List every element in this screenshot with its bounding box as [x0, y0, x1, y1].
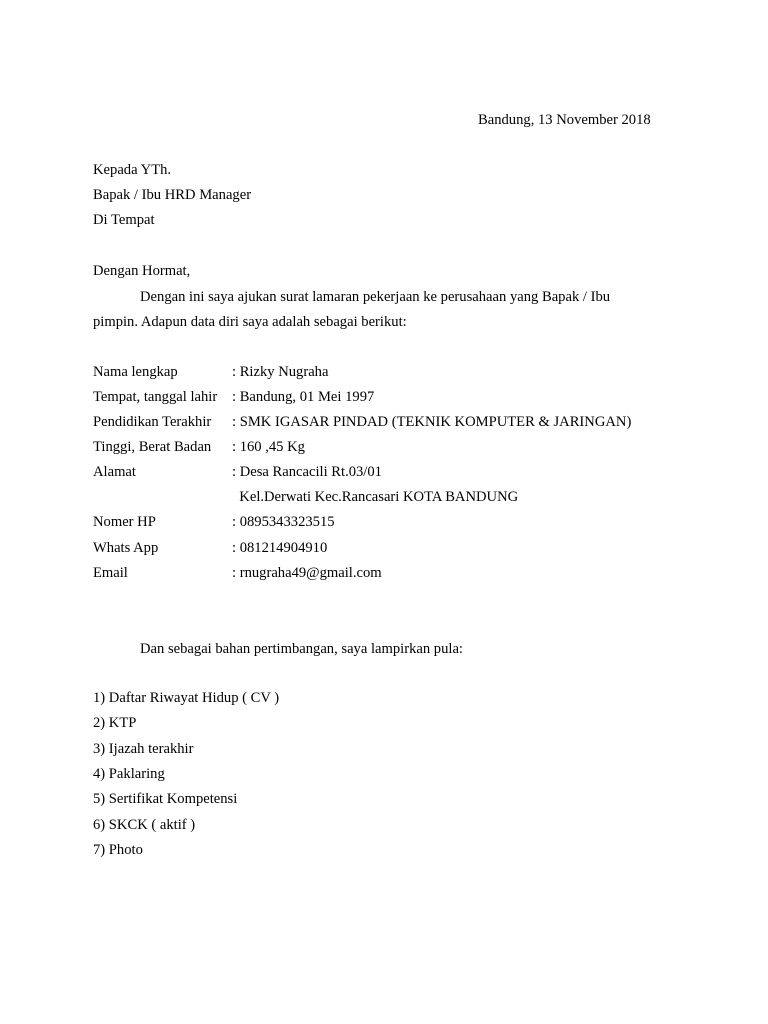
recipient-line: Bapak / Ibu HRD Manager — [93, 187, 252, 203]
attachment-intro: Dan sebagai bahan pertimbangan, saya lampirkan pula: — [140, 641, 463, 657]
personal-data-label: Pendidikan Terakhir — [93, 414, 212, 430]
personal-data-value: : SMK IGASAR PINDAD (TEKNIK KOMPUTER & JARINGAN) — [232, 414, 632, 430]
attachment-item: 3) Ijazah terakhir — [93, 741, 194, 757]
personal-data-label: Email — [93, 565, 128, 581]
personal-data-value: : 081214904910 — [232, 540, 328, 556]
attachment-item: 6) SKCK ( aktif ) — [93, 817, 196, 833]
personal-data-value: : 160 ,45 Kg — [232, 439, 305, 455]
attachment-item: 5) Sertifikat Kompetensi — [93, 791, 238, 807]
attachment-item: 7) Photo — [93, 842, 143, 858]
personal-data-value: : rnugraha49@gmail.com — [232, 565, 382, 581]
personal-data-value: : 0895343323515 — [232, 514, 335, 530]
personal-data-value: : Bandung, 01 Mei 1997 — [232, 389, 375, 405]
personal-data-label: Tinggi, Berat Badan — [93, 439, 212, 455]
letter-date: Bandung, 13 November 2018 — [478, 112, 651, 128]
intro-paragraph-line: Dengan ini saya ajukan surat lamaran pekerjaan ke perusahaan yang Bapak / Ibu — [140, 289, 611, 305]
personal-data-label: Tempat, tanggal lahir — [93, 389, 218, 405]
recipient-line: Di Tempat — [93, 212, 155, 228]
attachment-item: 1) Daftar Riwayat Hidup ( CV ) — [93, 690, 280, 706]
recipient-line: Kepada YTh. — [93, 162, 172, 178]
personal-data-label: Alamat — [93, 464, 136, 480]
intro-paragraph-line: pimpin. Adapun data diri saya adalah sebagai berikut: — [93, 314, 407, 330]
personal-data-label: Nomer HP — [93, 514, 156, 530]
personal-data-label: Nama lengkap — [93, 364, 178, 380]
personal-data-label: Whats App — [93, 540, 159, 556]
personal-data-value: Kel.Derwati Kec.Rancasari KOTA BANDUNG — [232, 489, 519, 505]
greeting: Dengan Hormat, — [93, 263, 191, 279]
attachment-item: 4) Paklaring — [93, 766, 165, 782]
personal-data-value: : Rizky Nugraha — [232, 364, 329, 380]
attachment-item: 2) KTP — [93, 715, 137, 731]
personal-data-value: : Desa Rancacili Rt.03/01 — [232, 464, 382, 480]
